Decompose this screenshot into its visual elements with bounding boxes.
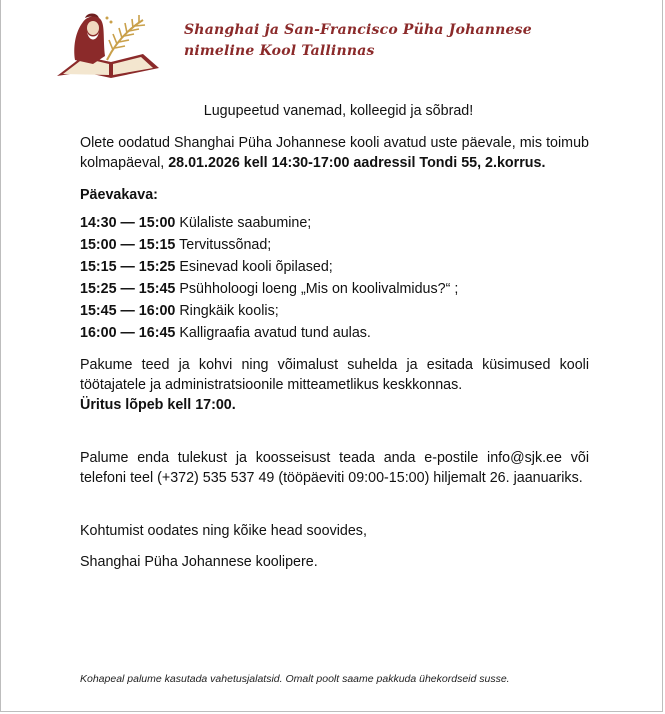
agenda-item <box>80 279 589 299</box>
closing-line-1: Kohtumist oodates ning kõike head soovides, <box>80 523 367 539</box>
event-end-note: Üritus lõpeb kell 17:00. <box>80 397 236 413</box>
agenda-activity: Kalligraafia avatud tund aulas. <box>179 325 371 341</box>
agenda-time: 15:00 — 15:15 <box>80 237 176 253</box>
agenda-activity: Psühholoogi loeng „Mis on koolivalmidus?“ ; <box>179 281 459 297</box>
agenda-item <box>80 235 589 255</box>
greeting: Lugupeetud vanemad, kolleegid ja sõbrad! <box>203 103 474 119</box>
agenda-activity: Ringkäik koolis; <box>179 303 279 319</box>
letter-body <box>80 101 589 583</box>
offer-paragraph: Pakume teed ja kohvi ning võimalust suhelda ja esitada küsimused kooli töötajatele ja administratsioonile mitteametlikus keskkonnas. <box>80 357 589 393</box>
agenda-activity: Tervitussõnad; <box>179 237 272 253</box>
agenda-time: 14:30 — 15:00 <box>80 215 176 231</box>
agenda-title: Päevakava: <box>80 187 158 203</box>
agenda-item <box>80 257 589 277</box>
agenda-time: 16:00 — 16:45 <box>80 325 176 341</box>
school-name-line-1: Shanghai ja San-Francisco Püha Johannese <box>184 22 532 38</box>
school-logo-icon <box>53 10 165 82</box>
intro-paragraph <box>80 133 589 173</box>
agenda-activity: Külaliste saabumine; <box>179 215 312 231</box>
agenda-item <box>80 323 589 343</box>
agenda-item <box>80 301 589 321</box>
agenda-time: 15:15 — 15:25 <box>80 259 176 275</box>
agenda-time: 15:45 — 16:00 <box>80 303 176 319</box>
agenda-item <box>80 213 589 233</box>
footnote: Kohapeal palume kasutada vahetusjalatsid. Omalt poolt saame pakkuda ühekordseid susse. <box>80 673 510 685</box>
contact-paragraph: Palume enda tulekust ja koosseisust teada anda e-postile info@sjk.ee või telefoni teel (+372) 535 537 49 (tööpäeviti 09:00-15:00) hiljemalt 26. jaanuariks. <box>80 450 589 486</box>
agenda-list <box>80 213 589 343</box>
intro-date-address: 28.01.2026 kell 14:30-17:00 aadressil Tondi 55, 2.korrus. <box>168 155 546 171</box>
agenda-time: 15:25 — 15:45 <box>80 281 176 297</box>
school-name <box>184 20 532 62</box>
closing-signature: Shanghai Püha Johannese koolipere. <box>80 554 318 570</box>
closing <box>80 521 589 572</box>
school-name-line-2: nimeline Kool Tallinnas <box>184 43 375 59</box>
intro-text: Olete oodatud Shanghai Püha Johannese kooli avatud uste päevale, mis toimub kolmapäeval, <box>80 135 589 171</box>
agenda-activity: Esinevad kooli õpilased; <box>179 259 333 275</box>
